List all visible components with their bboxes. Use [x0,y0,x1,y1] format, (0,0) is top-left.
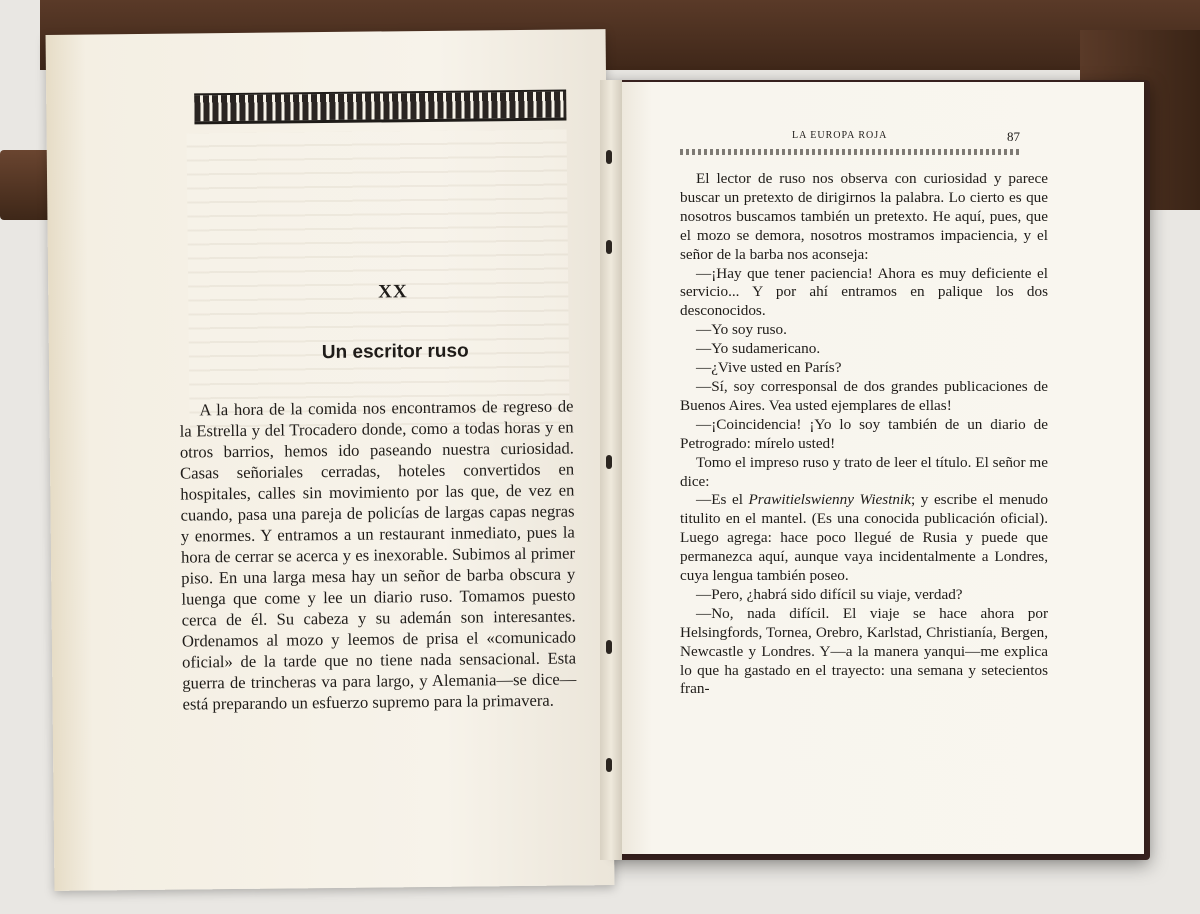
chapter-title: Un escritor ruso [321,340,469,364]
book-spine-gutter [600,80,622,860]
paragraph: —Yo soy ruso. [696,321,787,339]
binding-stitch [606,455,612,469]
paragraph: El lector de ruso nos observa con curiosidad y parece buscar un pretexto de dirigirnos la palabra. Lo cierto es que nosotros buscamos también un pretexto. He aquí, pues, que el mozo se demora, nosotros mostramos impaciencia, y el señor de la barba nos aconseja: [680,170,1048,263]
paragraph: —Yo sudamericano. [696,340,821,358]
paragraph: —Sí, soy corresponsal de dos grandes publicaciones de Buenos Aires. Vea usted ejemplares de ellas! [680,377,1048,414]
left-page-body [179,395,576,714]
paragraph: —¡Coincidencia! ¡Yo lo soy también de un diario de Petrogrado: mírelo usted! [680,415,1048,452]
quote-paragraph [680,491,1048,586]
quote-prefix: —Es el [696,491,749,509]
quote-suffix: ; y escribe el menudo titulito en el mantel. (Es una conocida publicación oficial). Luego agrega: hace poco llegué de Rusia y puede que permanezca aquí, aunque vaya incidentalmente a Londres, cuya lengua también poseo. [680,491,1048,585]
paragraph: —¿Vive usted en París? [696,359,842,377]
binding-stitch [606,758,612,772]
right-page [612,82,1144,854]
header-rule [680,149,1022,155]
binding-stitch [606,240,612,254]
binding-stitch [606,150,612,164]
running-head: LA EUROPA ROJA [792,130,888,141]
chapter-ornament [194,90,566,125]
left-page [46,29,615,891]
paragraph: —Pero, ¿habrá sido difícil su viaje, verdad? [696,585,963,603]
chapter-number: XX [378,281,408,303]
left-paragraph: A la hora de la comida nos encontramos de regreso de la Estrella y del Trocadero donde, como a todas horas y en otros barrios, hemos ido paseando nuestra curiosidad. Casas señoriales cerradas, hoteles convertidos en hospitales, calles sin movimiento por las que, de vez en cuando, pasa una pareja de policías de largas capas negras y enormes. Y entramos a un restaurant inmediato, pues la hora de cerrar se acerca y es inexorable. Subimos al primer piso. En una larga mesa hay un señor de barba obscura y luenga que come y lee un diario ruso. Tomamos puesto cerca de él. Su cabeza y su ademán son interesantes. Ordenamos al mozo y leemos de prisa el «comunicado oficial» de la tarde que no tiene nada sensacional. Esta guerra de trincheras va para largo, y Alemania—se dice—está preparando un esfuerzo supremo para la primavera. [179,396,577,714]
paragraph: —No, nada difícil. El viaje se hace ahora por Helsingfords, Tornea, Orebro, Karlstad, Christianía, Bergen, Newcastle y Londres. Y—a la manera yanqui—me explica lo que ha gastado en el trayecto: una semana y setecientos fran- [680,604,1048,698]
paragraph: —¡Hay que tener paciencia! Ahora es muy deficiente el servicio... Y por ahí entramos en palique los dos desconocidos. [680,264,1048,320]
newspaper-title: Prawitielswienny Wiestnik [748,491,911,509]
paragraph: Tomo el impreso ruso y trato de leer el título. El señor me dice: [680,453,1048,490]
right-page-body [680,170,1048,699]
binding-stitch [606,640,612,654]
page-number: 87 [1007,129,1020,144]
